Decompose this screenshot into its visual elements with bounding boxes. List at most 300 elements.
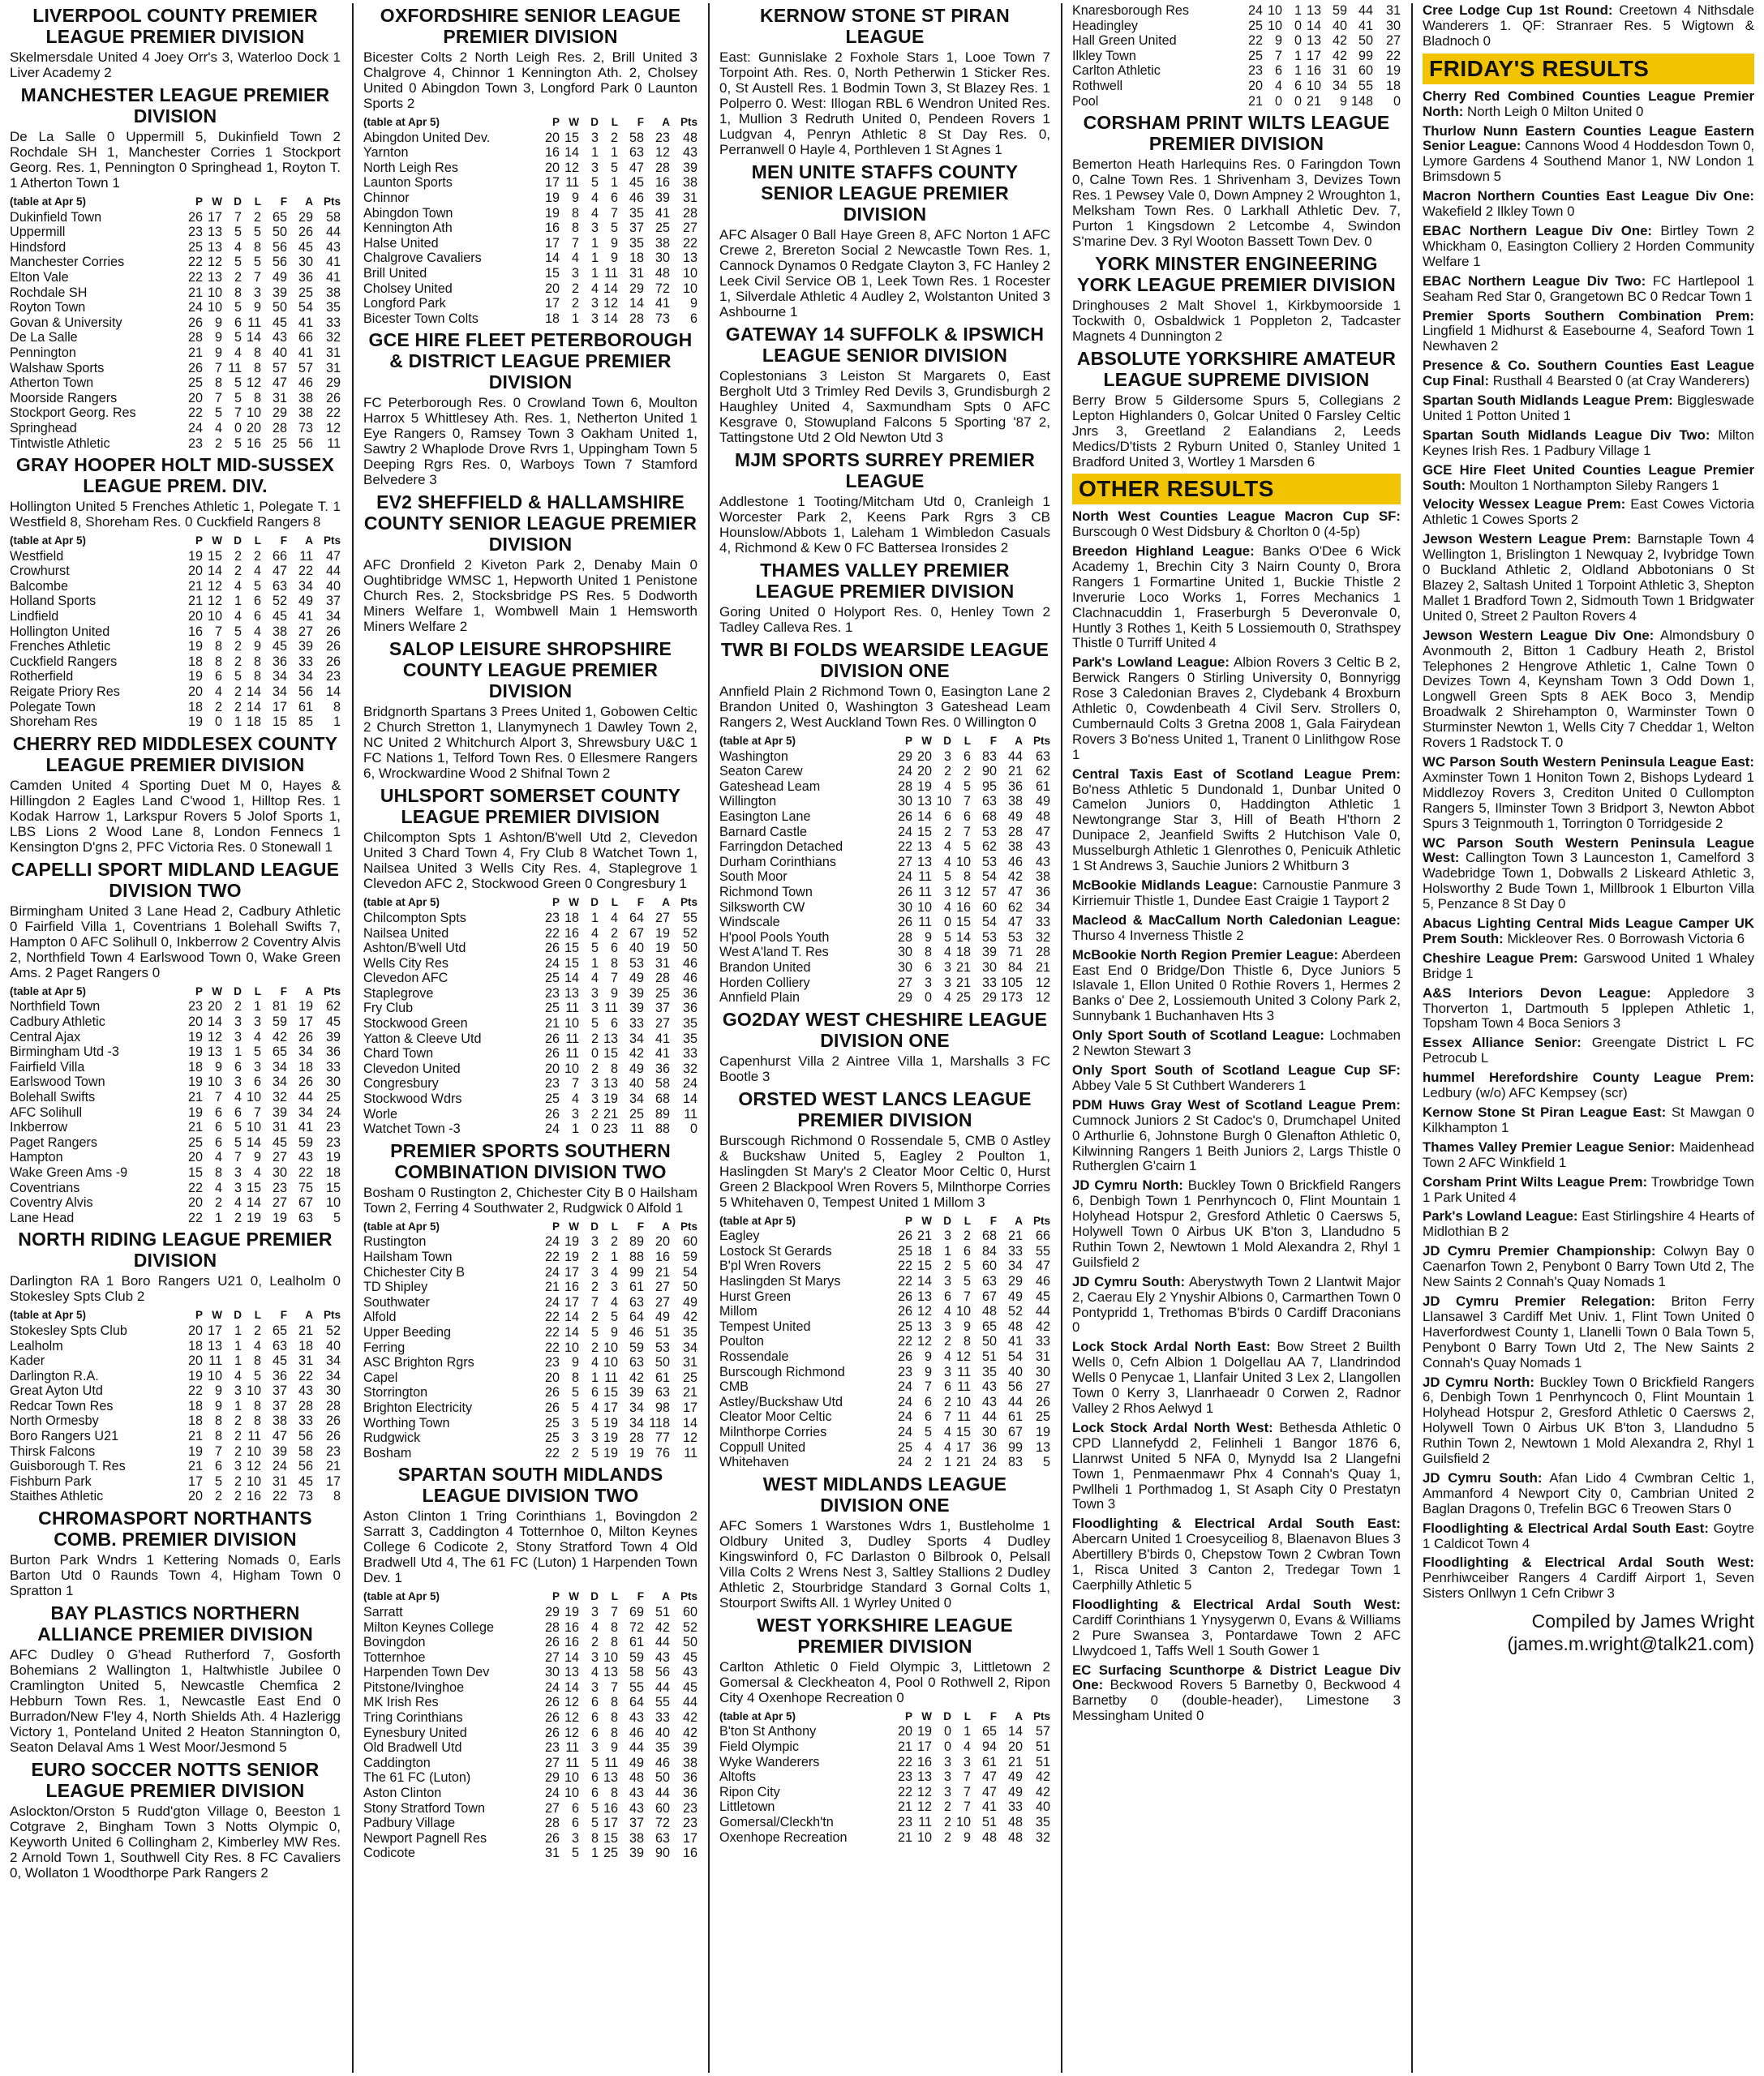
- stat-cell: 68: [655, 1092, 670, 1107]
- stat-cell: 21: [544, 1280, 560, 1295]
- stat-cell: 22: [897, 1334, 912, 1349]
- stat-cell: 35: [981, 1364, 997, 1379]
- stat-cell: 5: [234, 1120, 242, 1135]
- stat-cell: 5: [963, 778, 971, 794]
- stat-cell: 49: [682, 1294, 697, 1310]
- stat-cell: 19: [1035, 1425, 1050, 1439]
- stat-cell: 5: [590, 1445, 599, 1460]
- stat-cell: 45: [272, 315, 287, 330]
- stat-cell: 63: [629, 145, 644, 161]
- stat-cell: 19: [187, 1044, 203, 1060]
- stat-cell: 2: [963, 764, 971, 779]
- stat-cell: 10: [246, 1383, 261, 1399]
- stat-cell: 3: [590, 1234, 599, 1250]
- team-name: Old Bradwell Utd: [363, 1740, 462, 1756]
- column-header: L: [964, 1214, 971, 1227]
- stat-cell: 49: [1007, 1784, 1023, 1799]
- stat-cell: 31: [1332, 63, 1347, 79]
- stat-cell: 60: [682, 1604, 697, 1619]
- stat-cell: 41: [325, 255, 341, 270]
- stat-cell: 17: [682, 1400, 697, 1415]
- stat-cell: 61: [655, 1370, 670, 1385]
- table-row: [363, 1355, 697, 1370]
- stat-cell: 42: [1035, 1784, 1050, 1799]
- stat-cell: 25: [544, 971, 560, 986]
- stat-cell: 1: [610, 175, 618, 191]
- stat-cell: 44: [629, 1740, 644, 1756]
- stat-cell: 22: [544, 1250, 560, 1264]
- stat-cell: 31: [298, 1353, 313, 1369]
- stat-cell: 35: [682, 1016, 697, 1032]
- table-row: [719, 1274, 1050, 1289]
- team-name: Harpenden Town Dev: [363, 1665, 490, 1680]
- stat-cell: 7: [963, 824, 971, 839]
- team-name: Chard Town: [363, 1046, 434, 1062]
- league-table: [363, 895, 697, 1137]
- stat-cell: 10: [603, 1649, 618, 1665]
- stat-cell: 1: [234, 1398, 242, 1413]
- table-hint: (table at Apr 5): [363, 1220, 440, 1233]
- stat-cell: 10: [955, 1394, 971, 1409]
- stat-cell: 39: [629, 1001, 644, 1016]
- table-row: [719, 990, 1050, 1006]
- table-hint: (table at Apr 5): [363, 896, 440, 909]
- stat-cell: 13: [682, 251, 697, 266]
- table-header-row: [10, 984, 341, 1000]
- team-name: Ilkley Town: [1072, 48, 1136, 63]
- stat-cell: 1: [234, 594, 242, 609]
- stat-cell: 38: [272, 624, 287, 639]
- competition-label: JD Cymru South:: [1423, 1469, 1543, 1486]
- stat-cell: 21: [187, 578, 203, 594]
- stat-cell: 5: [214, 405, 222, 421]
- stat-cell: 4: [234, 1089, 242, 1104]
- stat-cell: 8: [571, 221, 579, 236]
- table-row: [719, 1334, 1050, 1349]
- stat-cell: 12: [916, 1334, 932, 1349]
- stat-cell: 25: [897, 1319, 912, 1334]
- column-header: W: [569, 1220, 579, 1233]
- team-name: Reigate Priory Res: [10, 684, 120, 700]
- stat-cell: 23: [325, 1120, 341, 1135]
- table-row: [10, 1339, 341, 1354]
- stat-cell: 6: [963, 809, 971, 824]
- column-header: Pts: [1032, 1709, 1050, 1722]
- competition-label: Cherry Red Combined Counties League Premier North:: [1423, 88, 1754, 119]
- stat-cell: 52: [682, 925, 697, 941]
- stat-cell: 49: [1035, 794, 1050, 809]
- stat-cell: 44: [981, 1409, 997, 1425]
- team-name: Headingley: [1072, 18, 1138, 33]
- table-row: [363, 281, 697, 297]
- result-text: North Leigh 0 Milton United 0: [1467, 103, 1644, 119]
- stat-cell: 41: [1007, 1334, 1023, 1349]
- stat-cell: 44: [1358, 3, 1373, 18]
- stat-cell: 2: [943, 1814, 951, 1829]
- stat-cell: 34: [1332, 78, 1347, 93]
- team-name: Lindfield: [10, 609, 59, 624]
- team-name: Staplegrove: [363, 985, 434, 1001]
- result-entry: [1072, 1098, 1401, 1175]
- stat-cell: 9: [610, 1740, 618, 1756]
- stat-cell: 38: [655, 235, 670, 251]
- column-divider: [1411, 3, 1413, 2073]
- stat-cell: 5: [234, 1135, 242, 1150]
- stat-cell: 5: [943, 929, 951, 945]
- table-row: [10, 714, 341, 730]
- stat-cell: 20: [187, 1195, 203, 1211]
- stat-cell: 148: [1350, 93, 1373, 109]
- table-row: [363, 1786, 697, 1801]
- stat-cell: 47: [1035, 1259, 1050, 1274]
- result-entry: [1423, 1140, 1754, 1171]
- column-header: L: [254, 984, 261, 997]
- stat-cell: 13: [1035, 1439, 1050, 1455]
- stat-cell: 39: [272, 285, 287, 300]
- team-name: Southwater: [363, 1294, 430, 1310]
- column-header: F: [989, 1214, 997, 1227]
- stat-cell: 64: [629, 1310, 644, 1325]
- stat-cell: 26: [544, 1725, 560, 1740]
- stat-cell: 5: [924, 1425, 932, 1439]
- result-text: Maidenhead Town 2 AFC Winkfield 1: [1423, 1139, 1754, 1170]
- stat-cell: 39: [298, 639, 313, 654]
- stat-cell: 3: [943, 1769, 951, 1785]
- stat-cell: 21: [916, 1229, 932, 1244]
- results-text: Skelmersdale United 4 Joey Orr's 3, Waterloo Dock 1 Liver Academy 2: [10, 49, 341, 80]
- result-text: Milton Keynes Irish Res. 1 Padbury Village 1: [1423, 427, 1754, 458]
- table-hint: (table at Apr 5): [719, 1214, 796, 1227]
- table-row: [363, 1001, 697, 1016]
- stat-cell: 33: [1007, 1799, 1023, 1815]
- stat-cell: 11: [247, 1429, 261, 1444]
- stat-cell: 8: [253, 345, 261, 360]
- stat-cell: 23: [897, 1364, 912, 1379]
- stat-cell: 24: [544, 955, 560, 971]
- team-name: Coppull United: [719, 1439, 806, 1455]
- stat-cell: 58: [655, 1076, 670, 1092]
- column-2: [355, 3, 706, 2073]
- stat-cell: 85: [298, 714, 313, 730]
- stat-cell: 3: [590, 1649, 599, 1665]
- result-entry: [1423, 628, 1754, 751]
- stat-cell: 26: [187, 209, 203, 225]
- table-row: [10, 345, 341, 361]
- team-name: Northfield Town: [10, 999, 101, 1014]
- team-name: Farringdon Detached: [719, 839, 843, 855]
- stat-cell: 37: [325, 594, 341, 609]
- table-row: [10, 1135, 341, 1151]
- team-name: Royton Town: [10, 300, 86, 315]
- stat-cell: 28: [655, 160, 670, 175]
- table-row: [363, 1370, 697, 1386]
- stat-cell: 72: [629, 1619, 644, 1635]
- stat-cell: 40: [1007, 1364, 1023, 1379]
- stat-cell: 65: [981, 1319, 997, 1334]
- stat-cell: 47: [272, 564, 287, 579]
- table-row: [10, 1429, 341, 1444]
- stat-cell: 67: [629, 925, 644, 941]
- stat-cell: 11: [228, 360, 242, 375]
- table-row: [10, 579, 341, 594]
- table-row: [363, 1446, 697, 1461]
- stat-cell: 20: [897, 1724, 912, 1739]
- stat-cell: 22: [897, 1274, 912, 1289]
- stat-cell: 38: [682, 175, 697, 191]
- stat-cell: 17: [603, 1816, 618, 1831]
- stat-cell: 33: [1007, 1243, 1023, 1259]
- stat-cell: 47: [272, 375, 287, 391]
- stat-cell: 53: [629, 955, 644, 971]
- table-row: [363, 1831, 697, 1847]
- team-name: Padbury Village: [363, 1816, 456, 1831]
- stat-cell: 66: [298, 330, 313, 345]
- stat-cell: 10: [955, 854, 971, 869]
- team-name: Dukinfield Town: [10, 209, 102, 225]
- stat-cell: 10: [916, 899, 932, 915]
- stat-cell: 21: [187, 1429, 203, 1444]
- table-row: [363, 206, 697, 221]
- stat-cell: 2: [963, 1229, 971, 1244]
- stat-cell: 21: [897, 1739, 912, 1754]
- team-name: Rochdale SH: [10, 285, 88, 300]
- stat-cell: 8: [610, 1061, 618, 1076]
- result-text: Trowbridge Town 1 Park United 4: [1423, 1173, 1754, 1205]
- stat-cell: 45: [629, 175, 644, 191]
- team-name: West A'land T. Res: [719, 945, 829, 960]
- competition-label: Floodlighting & Electrical Ardal South West:: [1072, 1596, 1401, 1612]
- stat-cell: 14: [564, 971, 579, 986]
- stat-cell: 3: [943, 975, 951, 990]
- team-name: Willington: [719, 794, 777, 809]
- stat-cell: 10: [207, 300, 222, 315]
- table-row: [1072, 94, 1401, 109]
- column-divider: [708, 3, 710, 2073]
- stat-cell: 31: [1385, 3, 1401, 18]
- column-header: Pts: [323, 534, 341, 547]
- stat-cell: 8: [253, 360, 261, 375]
- stat-cell: 54: [981, 869, 997, 885]
- stat-cell: 20: [187, 1323, 203, 1338]
- stat-cell: 40: [272, 345, 287, 360]
- results-text: Camden United 4 Sporting Duet M 0, Hayes & Hillingdon 2 Eagles Land C'wood 1, Hilltop Res. 1 Kodak Harrow 1, Larkspur Rovers 5 Jolof Sports 1, LBS Lions 2 Wood Lane 8, London Fennecs 1 Kensington D'gns 2, PFC Victoria Res. 0 Stonewall 1: [10, 777, 341, 855]
- stat-cell: 3: [234, 1029, 242, 1044]
- stat-cell: 2: [924, 1455, 932, 1470]
- stat-cell: 30: [897, 899, 912, 915]
- table-row: [1072, 63, 1401, 79]
- result-text: Thurso 4 Inverness Thistle 2: [1072, 927, 1244, 943]
- stat-cell: 34: [272, 1074, 287, 1090]
- stat-cell: 21: [603, 1106, 618, 1122]
- result-entry: [1423, 1244, 1754, 1290]
- stat-cell: 6: [590, 1385, 599, 1400]
- stat-cell: 3: [590, 1430, 599, 1446]
- column-header: P: [552, 116, 560, 128]
- table-row: [363, 1710, 697, 1726]
- stat-cell: 4: [924, 1439, 932, 1455]
- table-row: [719, 1455, 1050, 1470]
- team-name: Milton Keynes College: [363, 1619, 495, 1635]
- stat-cell: 66: [1035, 1229, 1050, 1244]
- stat-cell: 56: [1007, 1379, 1023, 1395]
- stat-cell: 67: [298, 1195, 313, 1211]
- column-header: A: [662, 116, 670, 128]
- team-name: Cuckfield Rangers: [10, 654, 118, 669]
- stat-cell: 36: [682, 1770, 697, 1786]
- stat-cell: 47: [325, 548, 341, 564]
- table-row: [363, 1234, 697, 1250]
- stat-cell: 88: [655, 1122, 670, 1137]
- team-name: Wake Green Ams -9: [10, 1165, 128, 1180]
- results-text: Darlington RA 1 Boro Rangers U21 0, Lealholm 0 Stokesley Spts Club 2: [10, 1273, 341, 1305]
- table-row: [363, 1770, 697, 1786]
- stat-cell: 63: [272, 1338, 287, 1353]
- stat-cell: 1: [234, 1338, 242, 1353]
- stat-cell: 4: [214, 1150, 222, 1165]
- result-text: East Cowes Victoria Athletic 1 Cowes Sports 2: [1423, 496, 1754, 528]
- competition-label: Jewson Western League Div One:: [1423, 627, 1655, 643]
- stat-cell: 63: [272, 578, 287, 594]
- result-text: Garswood United 1 Whaley Bridge 1: [1423, 950, 1754, 981]
- league-table: [1072, 3, 1401, 109]
- stat-cell: 65: [272, 1044, 287, 1060]
- stat-cell: 10: [564, 1770, 579, 1786]
- stat-cell: 2: [234, 564, 242, 579]
- stat-cell: 11: [327, 435, 341, 451]
- table-row: [719, 855, 1050, 870]
- stat-cell: 18: [1385, 78, 1401, 93]
- stat-cell: 51: [655, 1324, 670, 1340]
- stat-cell: 6: [571, 1816, 579, 1831]
- stat-cell: 5: [253, 578, 261, 594]
- stat-cell: 60: [655, 1800, 670, 1816]
- stat-cell: 56: [298, 1429, 313, 1444]
- stat-cell: 22: [897, 1754, 912, 1769]
- stat-cell: 11: [565, 1046, 579, 1062]
- stat-cell: 15: [955, 915, 971, 930]
- stat-cell: 19: [187, 714, 203, 730]
- stat-cell: 8: [333, 699, 341, 714]
- stat-cell: 3: [234, 1459, 242, 1474]
- stat-cell: 24: [544, 1786, 560, 1801]
- team-name: North Leigh Res: [363, 160, 458, 175]
- stat-cell: 15: [564, 955, 579, 971]
- table-row: [719, 1755, 1050, 1770]
- fridays-results-banner: FRIDAY'S RESULTS: [1423, 54, 1754, 84]
- team-name: Yatton & Cleeve Utd: [363, 1031, 482, 1046]
- competition-label: McBookie Midlands League:: [1072, 877, 1258, 893]
- stat-cell: 32: [272, 1089, 287, 1104]
- stat-cell: 25: [544, 1430, 560, 1446]
- stat-cell: 44: [298, 1089, 313, 1104]
- table-row: [719, 930, 1050, 946]
- stat-cell: 38: [1007, 839, 1023, 855]
- team-name: The 61 FC (Luton): [363, 1770, 471, 1786]
- stat-cell: 37: [655, 1001, 670, 1016]
- competition-label: North West Counties League Macron Cup SF:: [1072, 508, 1401, 525]
- team-name: Chilcompton Spts: [363, 910, 466, 925]
- result-text: Abbey Vale 5 St Cuthbert Wanderers 1: [1072, 1077, 1307, 1093]
- stat-cell: 11: [604, 265, 618, 281]
- section-title: NORTH RIDING LEAGUE PREMIER DIVISION: [18, 1229, 333, 1272]
- stat-cell: 24: [981, 1455, 997, 1470]
- table-row: [719, 869, 1050, 885]
- stat-cell: 26: [325, 1413, 341, 1429]
- stat-cell: 18: [187, 1059, 203, 1074]
- stat-cell: 34: [629, 1092, 644, 1107]
- results-text: AFC Dronfield 2 Kiveton Park 2, Denaby Main 0 Oughtibridge WMSC 1, Hepworth United 1 Penistone Church Res. 2, Stocksbridge PS Res. 5 Dodworth Miners Welfare 1, Wombwell Main 1 Hemsworth Miners Welfare 2: [363, 557, 697, 635]
- stat-cell: 31: [629, 265, 644, 281]
- stat-cell: 45: [682, 1679, 697, 1695]
- stat-cell: 4: [590, 205, 599, 221]
- stat-cell: 28: [272, 420, 287, 435]
- stat-cell: 2: [943, 764, 951, 779]
- stat-cell: 9: [214, 345, 222, 360]
- stat-cell: 14: [564, 1679, 579, 1695]
- table-row: [719, 945, 1050, 960]
- stat-cell: 5: [590, 941, 599, 956]
- stat-cell: 8: [924, 945, 932, 960]
- table-row: [363, 941, 697, 956]
- stat-cell: 21: [955, 975, 971, 990]
- stat-cell: 6: [590, 1770, 599, 1786]
- stat-cell: 43: [272, 330, 287, 345]
- stat-cell: 39: [325, 1029, 341, 1044]
- stat-cell: 29: [981, 990, 997, 1006]
- result-entry: [1072, 878, 1401, 909]
- stat-cell: 17: [272, 699, 287, 714]
- stat-cell: 18: [629, 251, 644, 266]
- stat-cell: 12: [655, 145, 670, 161]
- stat-cell: 33: [655, 1710, 670, 1726]
- stat-cell: 24: [544, 1234, 560, 1250]
- stat-cell: 26: [544, 941, 560, 956]
- stat-cell: 8: [610, 1635, 618, 1650]
- team-name: Alfold: [363, 1310, 397, 1325]
- stat-cell: 0: [924, 990, 932, 1006]
- column-header: A: [662, 1220, 670, 1233]
- table-row: [719, 794, 1050, 809]
- stat-cell: 32: [1035, 929, 1050, 945]
- table-row: [10, 210, 341, 225]
- table-row: [719, 900, 1050, 916]
- stat-cell: 48: [1007, 1829, 1023, 1845]
- table-row: [363, 971, 697, 986]
- stat-cell: 46: [1007, 854, 1023, 869]
- section-title: TWR BI FOLDS WEARSIDE LEAGUE DIVISION ONE: [720, 639, 1049, 681]
- table-row: [363, 221, 697, 236]
- table-row: [363, 1756, 697, 1771]
- column-3: [711, 3, 1058, 2073]
- team-name: AFC Solihull: [10, 1104, 83, 1120]
- stat-cell: 49: [1007, 809, 1023, 824]
- stat-cell: 16: [603, 1800, 618, 1816]
- result-text: Ledbury (w/o) AFC Kempsey (scr): [1423, 1085, 1628, 1101]
- stat-cell: 42: [1035, 1319, 1050, 1334]
- result-entry: [1423, 1209, 1754, 1240]
- stat-cell: 11: [957, 1364, 971, 1379]
- stat-cell: 5: [943, 869, 951, 885]
- stat-cell: 41: [655, 1046, 670, 1062]
- result-entry: [1423, 1521, 1754, 1552]
- stat-cell: 5: [234, 375, 242, 391]
- result-entry: [1423, 1294, 1754, 1371]
- stat-cell: 23: [544, 910, 560, 925]
- stat-cell: 34: [325, 609, 341, 624]
- stat-cell: 35: [1035, 1814, 1050, 1829]
- table-row: [10, 1369, 341, 1384]
- stat-cell: 34: [272, 1059, 287, 1074]
